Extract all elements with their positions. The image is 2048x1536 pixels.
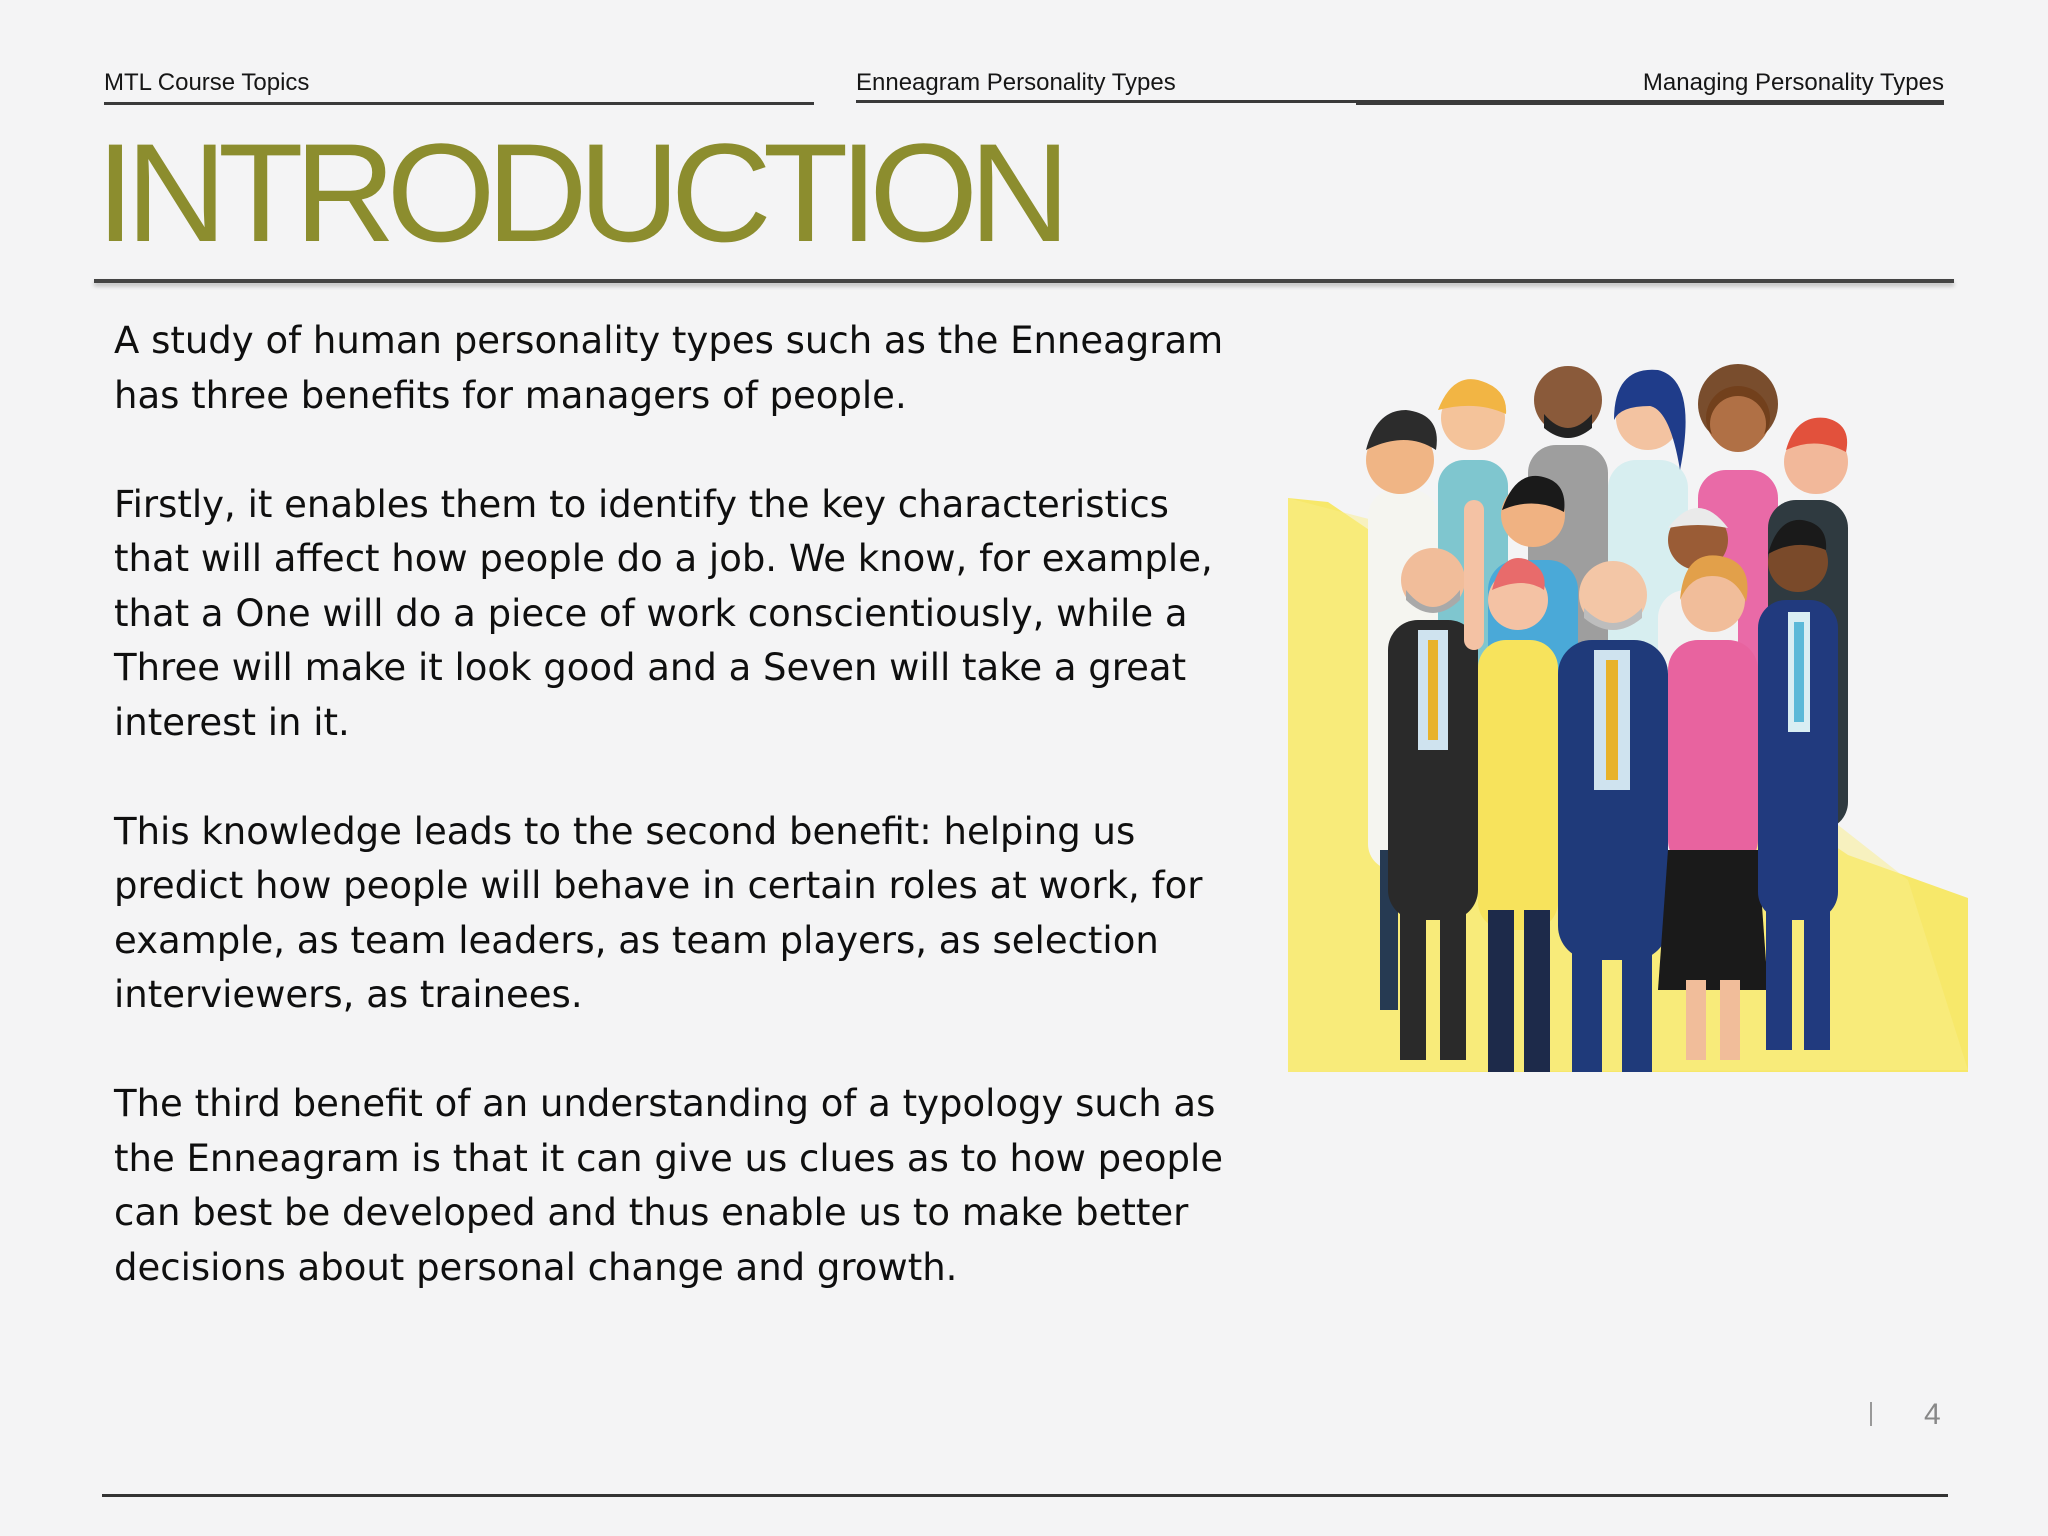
header-managing-types: Managing Personality Types xyxy=(1356,66,1944,105)
slide-title: INTRODUCTION xyxy=(96,114,1062,271)
paragraph-first-benefit: Firstly, it enables them to identify the key characteristics that will affect how people do a job. We know, for example, that a One will do a piece of work conscientiously, while a Three will make it look good and a Seven will take a great interest in it. xyxy=(114,482,1213,744)
slide-body xyxy=(114,314,1224,1350)
header-enneagram-types: Enneagram Personality Types xyxy=(856,69,1176,96)
footer-divider xyxy=(102,1494,1948,1497)
header-course-topics: MTL Course Topics xyxy=(104,66,814,105)
page-number-separator xyxy=(1870,1402,1872,1426)
paragraph-third-benefit: The third benefit of an understanding of a typology such as the Enneagram is that it can give us clues as to how people can best be developed and thus enable us to make better decisions about personal change and growth. xyxy=(114,1082,1224,1289)
paragraph-second-benefit: This knowledge leads to the second benefit: helping us predict how people will behave in certain roles at work, for example, as team leaders, as team players, as selection interviewers, as trainees. xyxy=(114,809,1203,1016)
team-illustration xyxy=(1288,350,1968,1072)
page-number: 4 xyxy=(1924,1398,1941,1431)
title-divider xyxy=(94,279,1954,283)
paragraph-intro: A study of human personality types such as the Enneagram has three benefits for managers of people. xyxy=(114,319,1224,417)
